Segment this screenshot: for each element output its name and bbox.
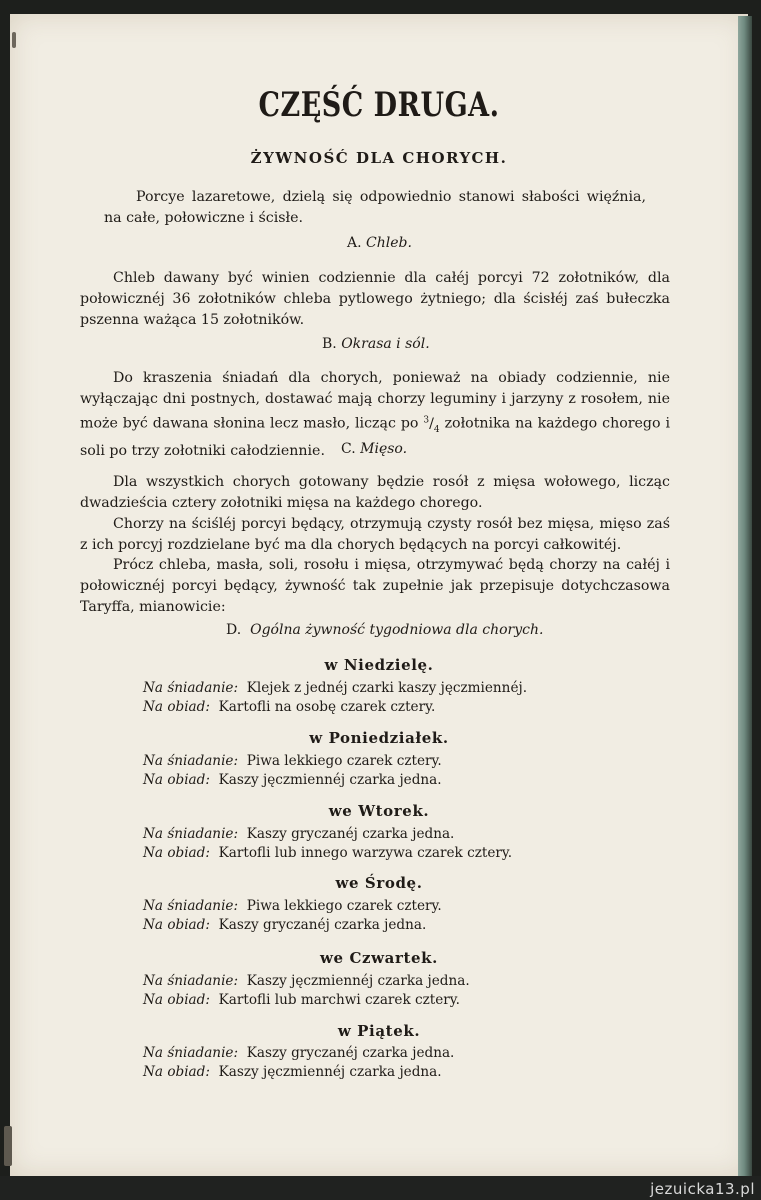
mieso-paragraph-3: Prócz chleba, masła, soli, rosołu i mięsa, otrzymywać będą chorzy na całéj i połowicznéj porcyi będący, żywność tak zupełnie jak przepisuje dotychczasowa Taryffa, mianowicie: bbox=[80, 557, 670, 615]
meal-row-dinner bbox=[143, 917, 426, 933]
meal-value: Kaszy jęczmiennéj czarka jedna. bbox=[246, 973, 470, 989]
section-letter: B. bbox=[322, 336, 337, 352]
meal-row-breakfast bbox=[143, 753, 442, 769]
intro-paragraph: Porcye lazaretowe, dzielą się odpowiednio stanowi słabości więźnia, na całe, połowiczne i ścisłe. bbox=[104, 189, 646, 226]
meal-row-breakfast bbox=[143, 973, 470, 989]
meal-value: Kartofli lub innego warzywa czarek cztery. bbox=[218, 845, 513, 861]
meal-label: Na śniadanie: bbox=[143, 680, 239, 696]
meal-row-breakfast bbox=[143, 898, 442, 914]
meal-value: Kartofli na osobę czarek cztery. bbox=[218, 699, 436, 715]
section-heading-a bbox=[347, 235, 412, 251]
meal-label: Na śniadanie: bbox=[143, 753, 239, 769]
section-name: Chleb. bbox=[366, 235, 412, 251]
section-heading-b bbox=[322, 336, 430, 352]
meal-value: Piwa lekkiego czarek cztery. bbox=[246, 898, 442, 914]
meal-value: Kaszy gryczanéj czarka jedna. bbox=[246, 826, 455, 842]
day-heading-sroda: we Środę. bbox=[335, 874, 423, 892]
meal-row-dinner bbox=[143, 992, 460, 1008]
meal-row-breakfast bbox=[143, 680, 527, 696]
binding-mark-top bbox=[12, 32, 16, 48]
day-heading-piatek: w Piątek. bbox=[337, 1022, 421, 1040]
section-name: Okrasa i sól. bbox=[341, 336, 430, 352]
meal-label: Na śniadanie: bbox=[143, 1045, 239, 1061]
chleb-paragraph: Chleb dawany być winien codziennie dla całéj porcyi 72 zołotników, dla połowicznéj 36 zołotników chleba pytlowego żytniego; dla ścisłéj zaś bułeczka pszenna ważąca 15 zołotników. bbox=[80, 270, 670, 328]
section-heading-c bbox=[341, 441, 407, 457]
meal-label: Na śniadanie: bbox=[143, 973, 239, 989]
meal-value: Kaszy gryczanéj czarka jedna. bbox=[246, 1045, 455, 1061]
meal-label: Na obiad: bbox=[143, 1064, 210, 1080]
binding-mark-bottom bbox=[4, 1126, 12, 1166]
meal-row-breakfast bbox=[143, 1045, 454, 1061]
fraction-denominator: 4 bbox=[433, 424, 440, 435]
meal-row-breakfast bbox=[143, 826, 454, 842]
okrasa-text-start: Do kraszenia śniadań dla chorych, ponieważ na obiady codziennie, nie wyłączając dni postnych, dostawać mają chorzy leguminy i jarzyny z rosołem, nie może być dawana słonina lecz masło, licząc po bbox=[80, 370, 670, 432]
day-heading-poniedzialek: w Poniedziałek. bbox=[309, 729, 449, 747]
page-subtitle: ŻYWNOŚĆ DLA CHORYCH. bbox=[250, 149, 508, 167]
mieso-paragraph-1: Dla wszystkich chorych gotowany będzie rosół z mięsa wołowego, licząc dwadzieścia cztery zołotniki mięsa na każdego chorego. bbox=[80, 474, 670, 511]
section-letter: D. bbox=[226, 622, 242, 638]
meal-label: Na obiad: bbox=[143, 845, 210, 861]
cover-edge bbox=[738, 16, 752, 1176]
day-heading-wtorek: we Wtorek. bbox=[328, 802, 430, 820]
meal-value: Klejek z jednéj czarki kaszy jęczmiennéj. bbox=[246, 680, 528, 696]
meal-label: Na obiad: bbox=[143, 992, 210, 1008]
meal-label: Na śniadanie: bbox=[143, 826, 239, 842]
day-heading-czwartek: we Czwartek. bbox=[320, 949, 438, 967]
document-page bbox=[10, 14, 748, 1176]
mieso-paragraph-2: Chorzy na ściśléj porcyi będący, otrzymują czysty rosół bez mięsa, mięso zaś z ich porcyj rozdzielane być ma dla chorych będących na porcyi całkowitéj. bbox=[80, 516, 670, 553]
meal-row-dinner bbox=[143, 1064, 442, 1080]
meal-label: Na obiad: bbox=[143, 772, 210, 788]
meal-label: Na obiad: bbox=[143, 917, 210, 933]
okrasa-text-end: zołotnika na każdego chorego i soli po trzy zołotniki całodziennie. bbox=[80, 415, 670, 459]
watermark: jezuicka13.pl bbox=[650, 1180, 755, 1198]
section-heading-d bbox=[226, 622, 543, 638]
section-name: Ogólna żywność tygodniowa dla chorych. bbox=[250, 622, 544, 638]
section-name: Mięso. bbox=[360, 441, 408, 457]
meal-value: Kaszy jęczmiennéj czarka jedna. bbox=[218, 772, 442, 788]
page-title: CZĘŚĆ DRUGA. bbox=[258, 86, 500, 125]
meal-row-dinner bbox=[143, 845, 512, 861]
section-letter: A. bbox=[347, 235, 362, 251]
section-letter: C. bbox=[341, 441, 356, 457]
day-heading-niedziela: w Niedzielę. bbox=[324, 656, 434, 674]
meal-value: Kaszy jęczmiennéj czarka jedna. bbox=[218, 1064, 442, 1080]
fraction-numerator: 3 bbox=[423, 415, 430, 425]
fraction-three-quarters: $^3/_4$ bbox=[423, 415, 440, 435]
meal-value: Kartofli lub marchwi czarek cztery. bbox=[218, 992, 460, 1008]
meal-value: Piwa lekkiego czarek cztery. bbox=[246, 753, 442, 769]
scanner-background bbox=[0, 1176, 761, 1200]
meal-row-dinner bbox=[143, 772, 442, 788]
meal-row-dinner bbox=[143, 699, 435, 715]
meal-value: Kaszy gryczanéj czarka jedna. bbox=[218, 917, 427, 933]
meal-label: Na śniadanie: bbox=[143, 898, 239, 914]
meal-label: Na obiad: bbox=[143, 699, 210, 715]
